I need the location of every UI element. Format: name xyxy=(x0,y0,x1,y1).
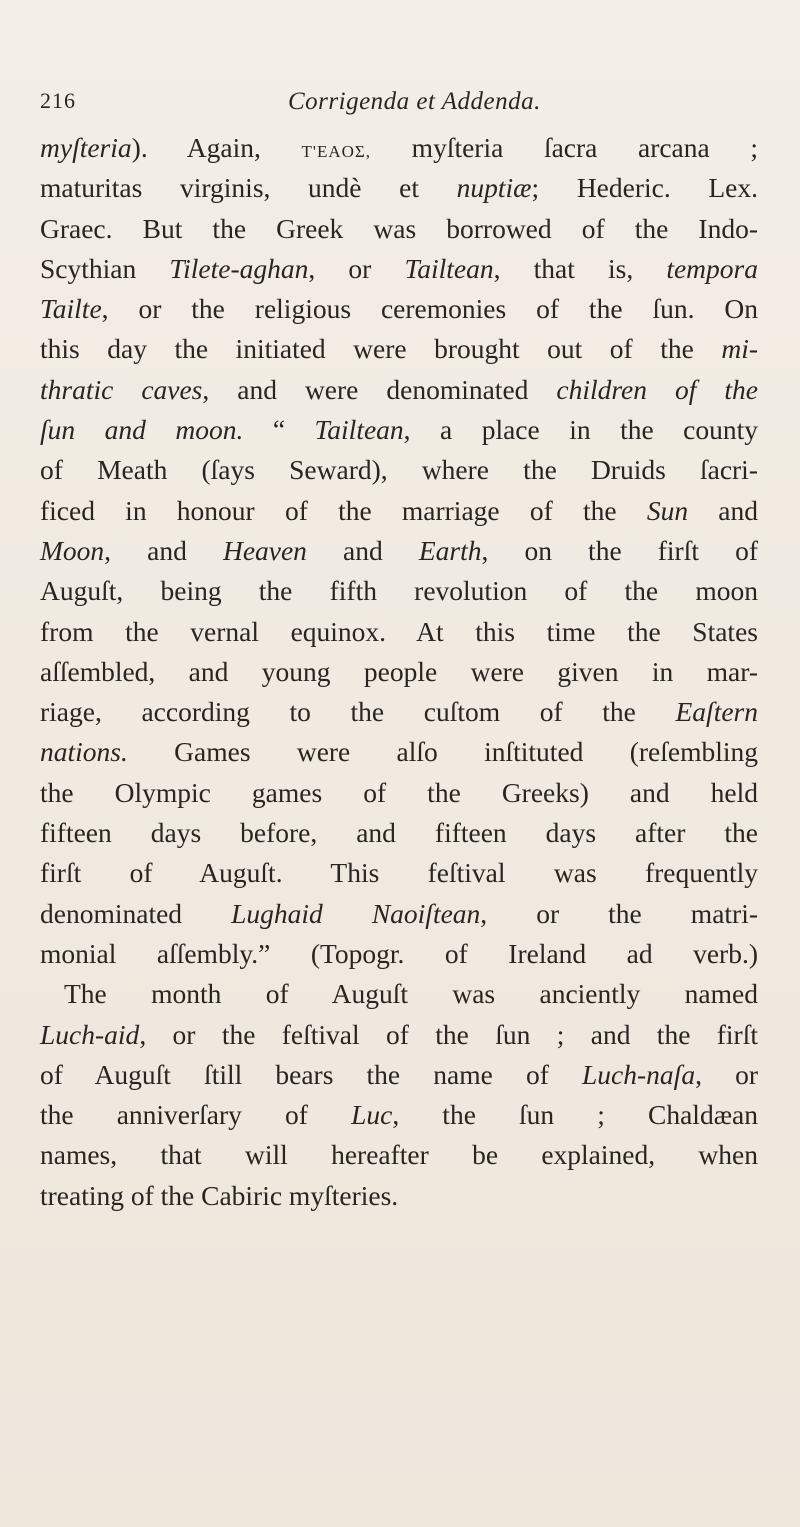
italic-text: Tailte xyxy=(40,293,102,325)
italic-text: myſteria xyxy=(40,132,132,163)
italic-text: Lughaid Naoiſtean xyxy=(231,897,481,929)
italic-text: Moon xyxy=(40,534,105,566)
text-line xyxy=(40,450,758,490)
text-line xyxy=(40,329,758,369)
text-segment: and xyxy=(688,494,758,526)
italic-text: Luch-aid xyxy=(40,1018,140,1050)
text-line xyxy=(40,1015,758,1055)
italic-text: Tilete-aghan xyxy=(169,252,309,284)
text-segment: Games were alſo inſtituted (reſembling xyxy=(127,736,758,768)
text-line xyxy=(40,934,758,974)
text-segment: , or xyxy=(308,252,405,284)
text-segment: maturitas virginis, undè et xyxy=(40,172,457,204)
text-segment: , on the firſt of xyxy=(481,534,758,566)
italic-text: mi- xyxy=(721,333,758,365)
text-segment: monial aſſembly.” (Topogr. of Ireland ad verb.) xyxy=(40,937,758,969)
text-segment: Auguſt, being the fifth revolution of the moon xyxy=(40,575,758,607)
text-segment: “ xyxy=(243,414,315,446)
text-line xyxy=(40,732,758,772)
text-line xyxy=(40,289,758,329)
running-head: Corrigenda et Addenda. xyxy=(288,88,541,115)
italic-text: children of the xyxy=(556,373,758,405)
text-line xyxy=(40,1095,758,1135)
italic-text: Earth xyxy=(418,534,482,566)
text-segment: fifteen days before, and fifteen days after the xyxy=(40,817,758,849)
text-segment: the Olympic games of the Greeks) and held xyxy=(40,776,758,808)
text-segment: , that is, xyxy=(493,252,667,284)
italic-text: nuptiæ xyxy=(456,172,532,204)
page-number: 216 xyxy=(40,88,76,113)
body-text xyxy=(40,128,758,1216)
text-line xyxy=(40,370,758,410)
italic-text: Tailtean xyxy=(314,414,404,446)
page-header xyxy=(40,88,740,128)
text-segment: and xyxy=(306,534,419,566)
italic-text: tempora xyxy=(666,252,758,284)
text-segment: Graec. But the Greek was borrowed of the Indo- xyxy=(40,212,758,244)
text-line xyxy=(40,410,758,450)
text-segment: , or the matri- xyxy=(480,897,758,929)
italic-text: Heaven xyxy=(222,534,307,566)
text-segment: from the vernal equinox. At this time the States xyxy=(40,615,758,647)
italic-text: thratic caves xyxy=(40,373,203,405)
text-segment: , a place in the county xyxy=(403,414,758,446)
italic-text: Sun xyxy=(646,494,689,526)
text-segment: , or xyxy=(695,1058,758,1090)
text-segment: T'EAOΣ, xyxy=(301,142,372,161)
italic-text: nations. xyxy=(40,736,128,768)
text-segment: , or the religious ceremonies of the ſun. On xyxy=(101,293,758,325)
italic-text: Tailtean xyxy=(404,252,494,284)
text-line xyxy=(40,209,758,249)
text-segment: ; Hederic. Lex. xyxy=(531,172,759,204)
text-segment: myſteria ſacra arcana ; xyxy=(371,132,758,163)
text-segment: treating of the Cabiric myſteries. xyxy=(40,1179,399,1211)
text-line xyxy=(40,612,758,652)
text-line xyxy=(40,128,758,168)
italic-text: Luc xyxy=(351,1099,393,1131)
text-segment: firſt of Auguſt. This feſtival was frequently xyxy=(40,857,758,889)
text-segment: , the ſun ; Chaldæan xyxy=(392,1099,758,1131)
text-segment: , and xyxy=(104,534,223,566)
text-segment: ). Again, xyxy=(131,132,302,163)
text-segment: ficed in honour of the marriage of the xyxy=(40,494,647,526)
text-line xyxy=(40,1176,758,1216)
text-segment: of Meath (ſays Seward), where the Druids ſacri- xyxy=(40,454,758,486)
text-line xyxy=(40,652,758,692)
text-segment: the anniverſary of xyxy=(40,1099,352,1131)
text-line xyxy=(40,894,758,934)
text-line xyxy=(40,813,758,853)
italic-text: Luch-naſa xyxy=(582,1058,696,1090)
text-segment: of Auguſt ſtill bears the name of xyxy=(40,1058,583,1090)
text-line xyxy=(40,692,758,732)
text-segment: riage, according to the cuſtom of the xyxy=(40,696,676,728)
italic-text: ſun and moon. xyxy=(40,414,244,446)
text-line xyxy=(40,571,758,611)
text-segment: Scythian xyxy=(40,252,170,284)
text-line xyxy=(40,1135,758,1175)
text-line xyxy=(40,853,758,893)
text-segment: denominated xyxy=(40,897,232,929)
text-line xyxy=(40,1055,758,1095)
text-segment: this day the initiated were brought out of the xyxy=(40,333,722,365)
text-line xyxy=(40,531,758,571)
text-line xyxy=(40,491,758,531)
text-segment: names, that will hereafter be explained, when xyxy=(40,1139,758,1171)
text-line xyxy=(40,249,758,289)
italic-text: Eaſtern xyxy=(675,696,758,728)
text-line xyxy=(40,773,758,813)
text-segment: The month of Auguſt was anciently named xyxy=(64,978,758,1010)
text-line xyxy=(40,168,758,208)
text-segment: , and were denominated xyxy=(202,373,557,405)
text-segment: aſſembled, and young people were given in mar- xyxy=(40,655,758,687)
text-line xyxy=(40,974,758,1014)
text-segment: , or the feſtival of the ſun ; and the firſt xyxy=(139,1018,758,1050)
